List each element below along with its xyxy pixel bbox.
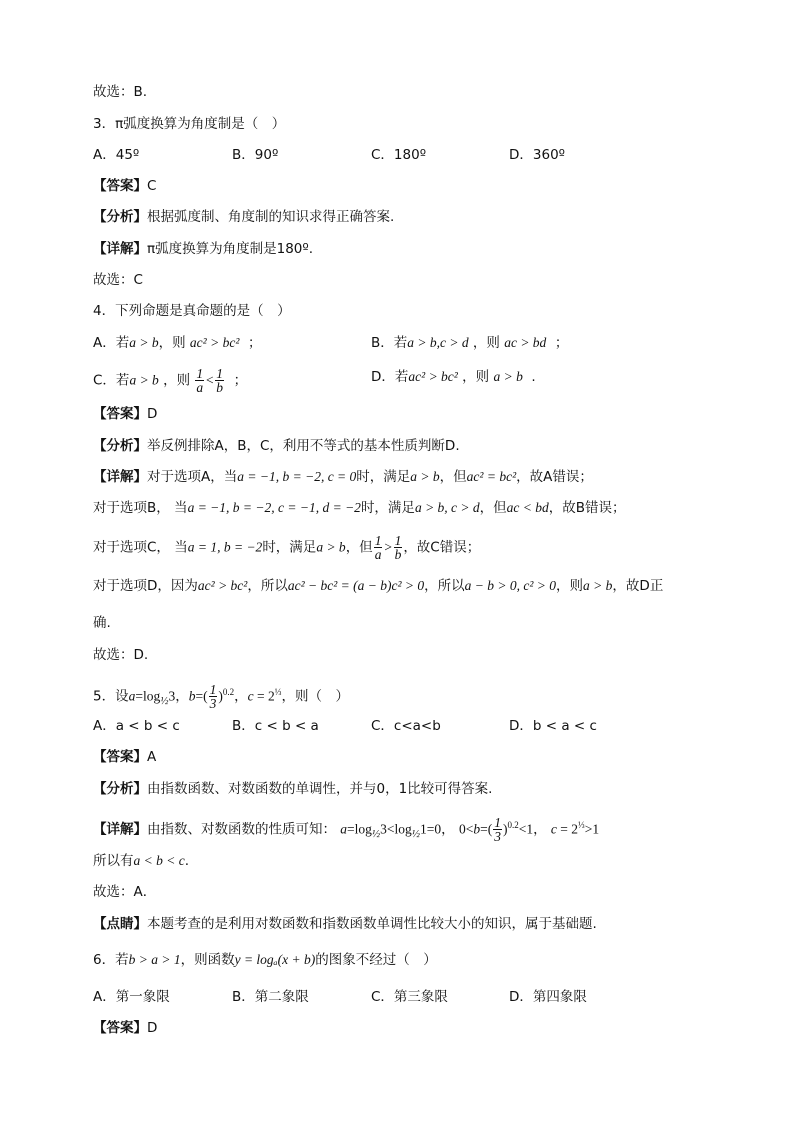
q4-detail-c: 对于选项C， 当a = 1, b = −2时，满足a > b，但 $\frac{1}{a}$ > $\frac{1}{b}$ ，故C错误； <box>93 533 481 562</box>
q3-option-d: D．360º <box>509 147 566 163</box>
q5-option-a: A．a < b < c <box>93 718 180 734</box>
q5-comment: 【点睛】本题考查的是利用对数函数和指数函数单调性比较大小的知识，属于基础题. <box>93 916 597 932</box>
q3-answer: 【答案】C <box>93 178 157 194</box>
q5-choose: 故选：A． <box>93 884 157 900</box>
q5-stem: 5．设$a=\log_{\frac{1}{2}}3$，b=( $\frac{1}{3}$ )$^{0.2}$，$c = 2^{\frac{1}{3}}$，则（ ） <box>93 682 349 711</box>
q4-option-b: B．若a > b,c > d ，则 ac > bd ； <box>371 335 569 351</box>
q4-answer: 【答案】D <box>93 406 158 422</box>
q4-detail-b: 对于选项B， 当a = −1, b = −2, c = −1, d = −2时，满足a > b, c > d，但ac < bd，故B错误； <box>93 500 626 516</box>
q3-analysis: 【分析】根据弧度制、角度制的知识求得正确答案. <box>93 209 395 225</box>
q6-option-b: B．第二象限 <box>232 989 309 1005</box>
q6-answer: 【答案】D <box>93 1020 158 1036</box>
q4-option-d: D．若ac² > bc² ，则 a > b . <box>371 369 536 385</box>
q4-detail-d: 对于选项D，因为ac² > bc²，所以ac² − bc² = (a − b)c² > 0，所以a − b > 0, c² > 0，则a > b，故D正 <box>93 578 664 594</box>
q5-option-c: C．c<a<b <box>371 718 441 734</box>
q5-analysis: 【分析】由指数函数、对数函数的单调性，并与0，1比较可得答案. <box>93 781 493 797</box>
q3-stem: 3．π弧度换算为角度制是（ ） <box>93 116 286 132</box>
q6-option-a: A．第一象限 <box>93 989 170 1005</box>
q3-option-c: C．180º <box>371 147 427 163</box>
q4-option-c: C．若a > b ，则 $\frac{1}{a}$ < $\frac{1}{b}$ ； <box>93 366 248 395</box>
q3-option-a: A．45º <box>93 147 140 163</box>
q5-conclusion: 所以有a < b < c. <box>93 853 190 869</box>
q5-detail: 【详解】由指数、对数函数的性质可知： $a=\log_{\frac{1}{2}}3<\log_{\frac{1}{2}}1=0$， 0<b=( $\frac{1}{3}$ )$^{0.2}$<1， $c = 2^{\frac{1}{3}}>1$ <box>93 815 600 844</box>
q3-detail: 【详解】π弧度换算为角度制是180º. <box>93 241 314 257</box>
q5-option-b: B．c < b < a <box>232 718 319 734</box>
q4-option-a: A．若a > b，则 ac² > bc² ； <box>93 335 262 351</box>
q5-answer: 【答案】A <box>93 749 157 765</box>
q6-stem: 6．若b > a > 1，则函数y = logₐ(x + b)的图象不经过（ ） <box>93 952 437 968</box>
q3-option-b: B．90º <box>232 147 279 163</box>
q6-option-c: C．第三象限 <box>371 989 448 1005</box>
q4-choose: 故选：D. <box>93 647 149 663</box>
q4-detail-a: 【详解】对于选项A，当a = −1, b = −2, c = 0时，满足a > b，但ac² = bc²，故A错误； <box>93 469 593 485</box>
q6-option-d: D．第四象限 <box>509 989 587 1005</box>
q4-analysis: 【分析】举反例排除A，B，C，利用不等式的基本性质判断D. <box>93 438 460 454</box>
q5-option-d: D．b < a < c <box>509 718 597 734</box>
q3-choose: 故选：C <box>93 272 143 288</box>
q4-stem: 4．下列命题是真命题的是（ ） <box>93 303 291 319</box>
q4-detail-d-cont: 确. <box>93 615 111 631</box>
choose-b-line: 故选：B. <box>93 84 148 100</box>
